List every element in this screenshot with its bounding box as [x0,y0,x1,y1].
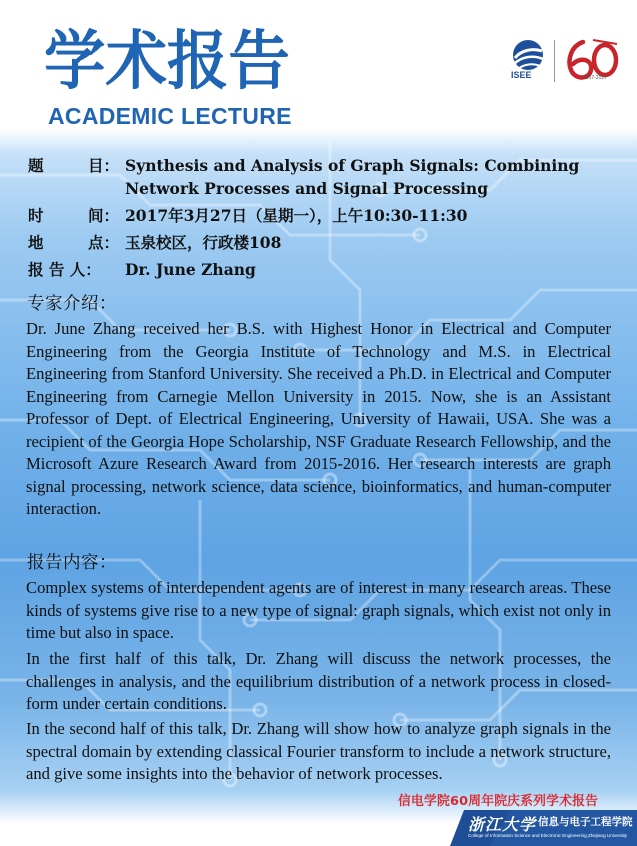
abstract-heading: 报告内容： [27,553,117,573]
logo-divider [554,40,555,82]
time-label-right: 间： [88,206,120,225]
bio-text: Dr. June Zhang received her B.S. with Highest Honor in Electrical and Computer Engineering from the Georgia Institute of Technology and M.S. in Electrical Engineering from Stanford University. She received a Ph.D. in Electrical and Computer Engineering from Carnegie Mellon University in 2015. Now, she is an Assistant Professor of Dept. of Electrical Engineering, University of Hawaii, USA. She was a recipient of the Georgia Hope Scholarship, NSF Graduate Research Fellowship, and the Microsoft Azure Research Award from 2015-2016. Her research interests are graph signal processing, network science, data science, bioinformatics, and human-computer interaction. [26,319,611,518]
title-chinese: 学术报告 [44,25,290,99]
place-value: 玉泉校区，行政楼108 [125,233,282,252]
speaker-row [28,258,618,282]
topic-line-1: Synthesis and Analysis of Graph Signals: Combining [125,156,580,175]
place-row [28,231,618,255]
sixtieth-anniversary-years: 1957-2017 [583,75,607,81]
school-name-cn: 信息与电子工程学院 [538,816,633,828]
time-label-left: 时 [28,206,44,225]
header [0,0,637,130]
lecture-series-label: 信电学院60周年院庆系列学术报告 [398,794,599,809]
speaker-label: 报 告 人： [28,260,101,279]
university-calligraphy: 浙江大学 [468,815,537,834]
place-label-left: 地 [28,233,44,252]
place-label-right: 点： [88,233,120,252]
topic-label-left: 题 [28,156,44,175]
title-english: ACADEMIC LECTURE [48,103,292,129]
lecture-info [28,154,618,282]
abstract-paragraph-2: In the first half of this talk, Dr. Zhang will discuss the network processes, the challenges in analysis, and the equilibrium distribution of a network process in closed-form under certain conditions. [26,649,611,713]
abstract-paragraph-1: Complex systems of interdependent agents are of interest in many research areas. These kinds of systems give rise to a new type of signal: graph signals, which exist not only in time but also in space. [26,578,611,642]
time-value: 2017年3月27日（星期一），上午10:30-11:30 [125,206,468,225]
topic-label-right: 目： [88,156,120,175]
bio-heading: 专家介绍： [27,294,117,314]
school-name-en: College of Information Science and Electronic Engineering,Zhejiang University [468,833,628,838]
speaker-value: Dr. June Zhang [125,260,256,279]
abstract-paragraph-3: In the second half of this talk, Dr. Zhang will show how to analyze graph signals in the spectral domain by extending classical Fourier transform to include a network structure, and give some insights into the behavior of network processes. [26,719,611,783]
topic-row [28,154,618,201]
topic-line-2: Network Processes and Signal Processing [125,179,489,198]
time-row [28,204,618,228]
isee-logo-text: ISEE [511,70,532,80]
